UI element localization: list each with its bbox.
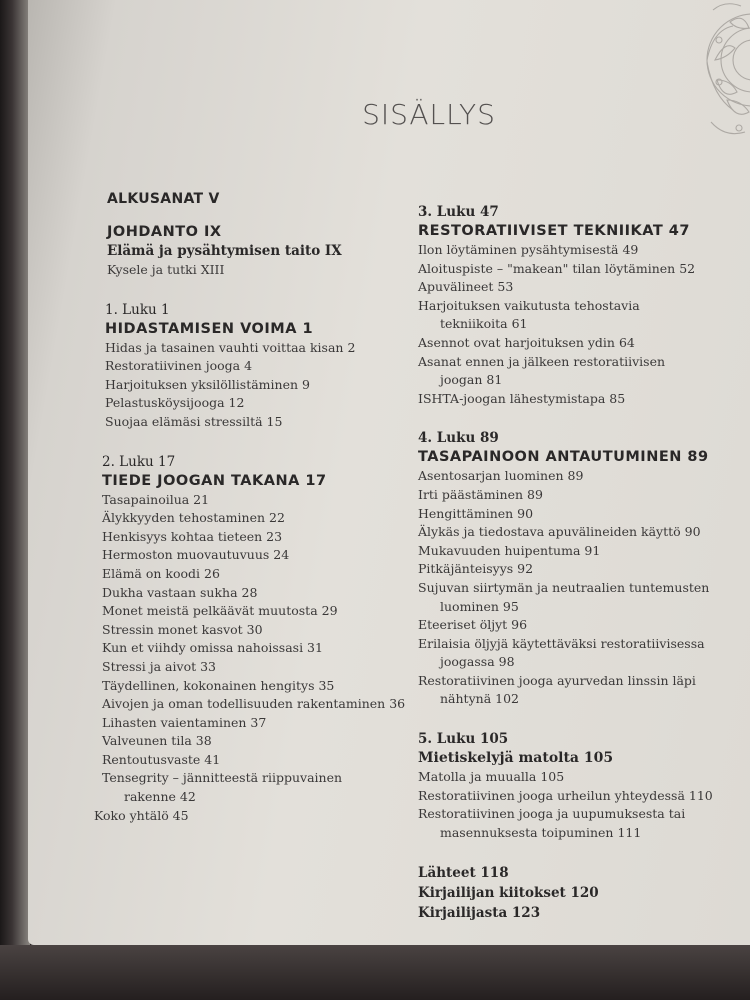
toc-heading-kirjailijasta: Kirjailijasta 123 [418,905,541,922]
page-title: SISÄLLYS [362,98,496,131]
toc-entry: Pelastusköysijooga 12 [105,395,245,411]
toc-entry: Hermoston muovautuvuus 24 [102,547,290,563]
toc-entry-continuation: nähtynä 102 [440,691,519,707]
toc-entry: Restoratiivinen jooga ja uupumuksesta tai [418,806,686,822]
toc-entry: Asanat ennen ja jälkeen restoratiivisen [418,353,666,369]
toc-entry: Apuvälineet 53 [418,279,514,295]
toc-entry: Lihasten vaientaminen 37 [102,714,267,730]
chapter-heading-1: HIDASTAMISEN VOIMA 1 [105,320,314,337]
toc-entry-continuation: rakenne 42 [124,789,196,805]
chapter-heading-3: RESTORATIIVISET TEKNIIKAT 47 [418,223,690,239]
toc-entry: ISHTA-joogan lähestymistapa 85 [418,390,626,406]
toc-entry: Stressin monet kasvot 30 [102,621,263,637]
chapter-label-5: 5. Luku 105 [418,731,509,748]
toc-entry: Hengittäminen 90 [418,505,534,521]
toc-entry: Suojaa elämäsi stressiltä 15 [105,413,283,429]
toc-entry: Sujuvan siirtymän ja neutraalien tuntemusten [418,579,710,595]
toc-entry: Restoratiivinen jooga urheilun yhteydessä 110 [418,787,713,803]
toc-entry: Harjoituksen yksilöllistäminen 9 [105,376,310,392]
toc-entry: Restoratiivinen jooga 4 [105,358,253,374]
toc-entry-continuation: joogan 81 [440,372,503,388]
toc-entry-continuation: masennuksesta toipuminen 111 [440,824,642,840]
toc-heading-kiitokset: Kirjailijan kiitokset 120 [418,885,599,902]
toc-entry: Dukha vastaan sukha 28 [102,584,258,600]
toc-entry: Kun et viihdy omissa nahoissasi 31 [102,640,323,656]
toc-entry: Kysele ja tutki XIII [107,262,225,277]
toc-right-column [418,203,738,923]
chapter-label-4: 4. Luku 89 [418,430,499,447]
toc-entry-continuation: tekniikoita 61 [440,316,528,332]
toc-entry: Asentosarjan luominen 89 [418,468,584,484]
toc-entry: Tensegrity – jännitteestä riippuvainen [102,770,343,786]
toc-entry: Aivojen ja oman todellisuuden rakentaminen 36 [102,696,406,712]
toc-entry: Täydellinen, kokonainen hengitys 35 [102,677,335,693]
toc-entry: Pitkäjänteisyys 92 [418,561,534,577]
toc-entry: Matolla ja muualla 105 [418,769,565,785]
toc-entry: Ilon löytäminen pysähtymisestä 49 [418,242,639,257]
toc-entry: Aloituspiste – "makean" tilan löytäminen 52 [418,260,696,276]
toc-left-column [92,190,422,838]
toc-entry: Mukavuuden huipentuma 91 [418,542,601,558]
toc-entry: Harjoituksen vaikutusta tehostavia [418,297,640,313]
toc-entry: Stressi ja aivot 33 [102,658,217,674]
toc-entry: Valveunen tila 38 [102,733,212,749]
toc-heading-johdanto: JOHDANTO IX [107,224,222,240]
toc-entry: Hidas ja tasainen vauhti voittaa kisan 2 [105,339,356,355]
toc-entry: Älykkyyden tehostaminen 22 [102,510,285,526]
toc-heading-lahteet: Lähteet 118 [418,865,509,882]
chapter-heading-4: TASAPAINOON ANTAUTUMINEN 89 [418,449,709,466]
book-spine [0,0,30,1000]
toc-entry: Monet meistä pelkäävät muutosta 29 [102,603,338,619]
toc-entry: Älykäs ja tiedostava apuvälineiden käyttö 90 [418,524,701,540]
chapter-label-3: 3. Luku 47 [418,204,499,220]
chapter-heading-2: TIEDE JOOGAN TAKANA 17 [102,472,327,489]
toc-entry-continuation: luominen 95 [440,598,519,614]
toc-entry: Eteeriset öljyt 96 [418,617,528,633]
chapter-label-1: 1. Luku 1 [105,301,170,318]
toc-entry: Rentoutusvaste 41 [102,751,221,767]
chapter-label-2: 2. Luku 17 [102,453,176,470]
toc-subheading-johdanto: Elämä ja pysähtymisen taito IX [107,243,342,259]
chapter-heading-5: Mietiskelyjä matolta 105 [418,750,614,767]
toc-entry: Irti päästäminen 89 [418,486,543,502]
toc-heading-alkusanat: ALKUSANAT V [107,191,220,207]
toc-entry: Erilaisia öljyjä käytettäväksi restoratiivisessa [418,635,705,651]
toc-entry: Tasapainoilua 21 [102,491,210,507]
toc-entry: Asennot ovat harjoituksen ydin 64 [418,334,635,350]
toc-entry: Henkisyys kohtaa tieteen 23 [102,528,283,544]
page-bottom-shadow [0,945,750,1000]
toc-entry-continuation: joogassa 98 [440,654,515,670]
toc-entry: Koko yhtälö 45 [94,807,189,823]
toc-entry: Restoratiivinen jooga ayurvedan linssin läpi [418,672,696,688]
toc-entry: Elämä on koodi 26 [102,565,220,581]
